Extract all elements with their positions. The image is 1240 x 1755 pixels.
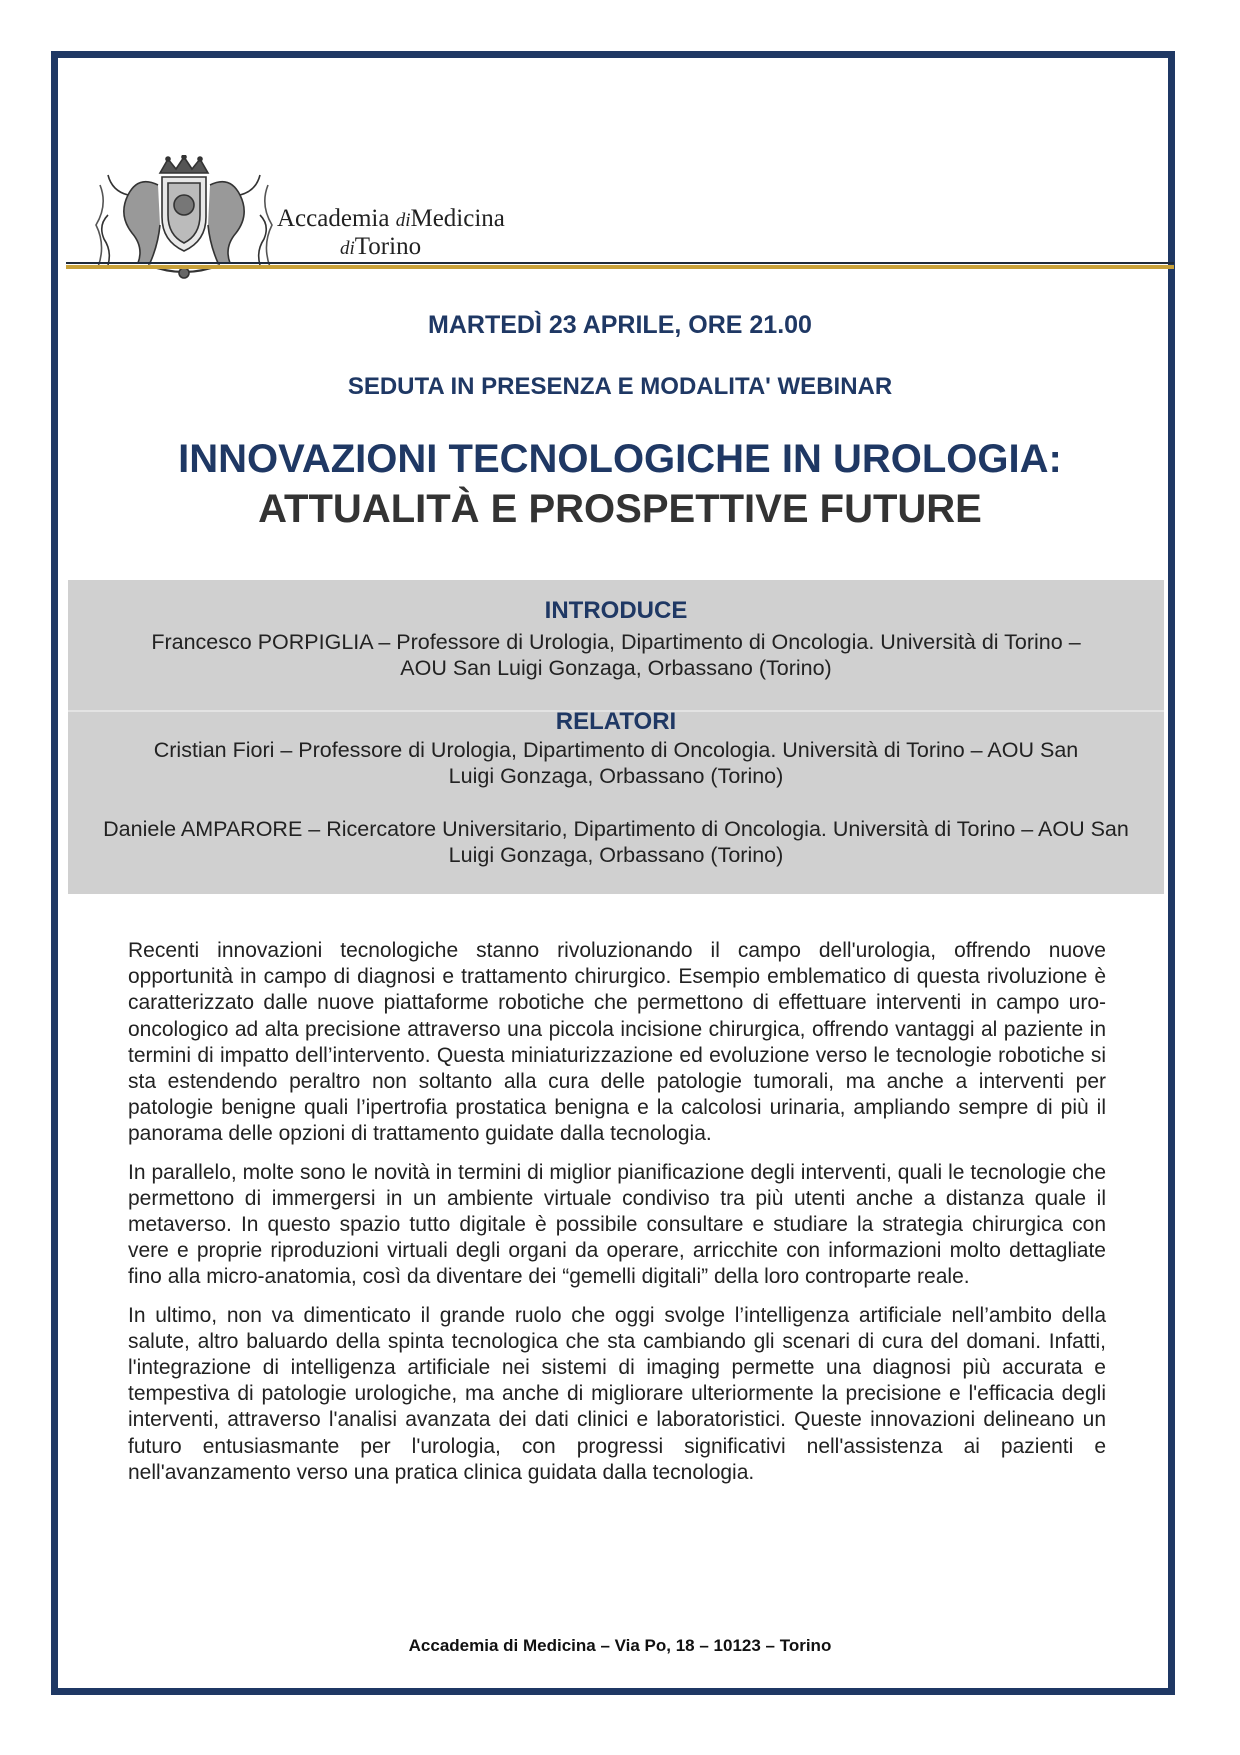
logo-word-medicina: Medicina [410,205,505,232]
introducer-line1: Francesco PORPIGLIA – Professore di Urologia, Dipartimento di Oncologia. Università di Torino – [151,630,1081,654]
event-title-line1: INNOVAZIONI TECNOLOGICHE IN UROLOGIA: [178,437,1062,481]
relatore1-line1: Cristian Fiori – Professore di Urologia, Dipartimento di Oncologia. Università di Torino – AOU San [153,738,1079,762]
logo-word-accademia: Accademia [277,205,390,232]
introduce-heading: INTRODUCE [544,597,688,624]
header-rule-gold [66,265,1174,269]
relatore1-line2: Luigi Gonzaga, Orbassano (Torino) [448,764,784,788]
logo-word-torino: Torino [354,233,422,260]
paragraph-1: Recenti innovazioni tecnologiche stanno rivoluzionando il campo dell'urologia, offrendo nuove opportunità in campo di diagnosi e trattamento chirurgico. Esempio emblematico di questa rivoluzione è caratterizzato dalle nuove piattaforme robotiche che permettono di effettuare interventi in campo uro-oncologico ad alta precisione attraverso una piccola incisione chirurgica, offrendo vantaggi al paziente in termini di impatto dell’intervento. Questa miniaturizzazione ed evoluzione verso le tecnologie robotiche si sta estendendo peraltro non soltanto alla cura delle patologie tumorali, ma anche a interventi per patologie benigne quali l’ipertrofia prostatica benigna e la calcolosi urinaria, ampliando sempre di più il panorama delle opzioni di trattamento guidate dalla tecnologia. [128,939,1106,1146]
introducer-line2: AOU San Luigi Gonzaga, Orbassano (Torino) [400,656,832,680]
academy-name-line2 [340,233,421,261]
relatori-heading: RELATORI [555,708,677,735]
logo-word-di-2: di [340,238,355,259]
footer-address: Accademia di Medicina – Via Po, 18 – 10123 – Torino [408,1636,832,1655]
paragraph-3: In ultimo, non va dimenticato il grande ruolo che oggi svolge l’intelligenza artificiale nell’ambito della salute, altro baluardo della spinta tecnologica che sta cambiando gli scenari di cura del domani. Infatti, l'integrazione di intelligenza artificiale nei sistemi di imaging permette una diagnosi più accurata e tempestiva di patologie urologiche, ma anche di migliorare ulteriormente la precisione e l'efficacia degli interventi, attraverso l'analisi avanzata dei dati clinici e laboratoristici. Queste innovazioni delineano un futuro entusiasmante per l'urologia, con progressi significativi nell'assistenza ai pazienti e nell'avanzamento verso una pratica clinica guidata dalla tecnologia. [128,1303,1106,1484]
speakers-panel [68,580,1164,894]
event-mode: SEDUTA IN PRESENZA E MODALITA' WEBINAR [347,373,893,400]
logo-word-di: di [395,210,411,231]
relatore2-line2: Luigi Gonzaga, Orbassano (Torino) [448,843,784,867]
header-rule-dark [66,262,1174,264]
academy-name-line1 [277,205,505,235]
event-title-line2: ATTUALITÀ E PROSPETTIVE FUTURE [258,487,982,531]
relatore2-line1: Daniele AMPARORE – Ricercatore Universitario, Dipartimento di Oncologia. Università di Torino – AOU San [103,817,1129,841]
paragraph-2: In parallelo, molte sono le novità in termini di miglior pianificazione degli interventi, quali le tecnologie che permettono di immergersi in un ambiente virtuale condiviso tra più utenti anche a distanza quale il metaverso. In questo spazio tutto digitale è possibile consultare e studiare la strategia chirurgica con vere e proprie riproduzioni virtuali degli organi da operare, arricchite con informazioni molto dettagliate fino alla micro-anatomia, così da diventare dei “gemelli digitali” della loro controparte reale. [128,1160,1106,1289]
header-rule [66,262,1174,269]
description-body [128,938,1106,1498]
event-date: MARTEDÌ 23 APRILE, ORE 21.00 [428,311,812,339]
